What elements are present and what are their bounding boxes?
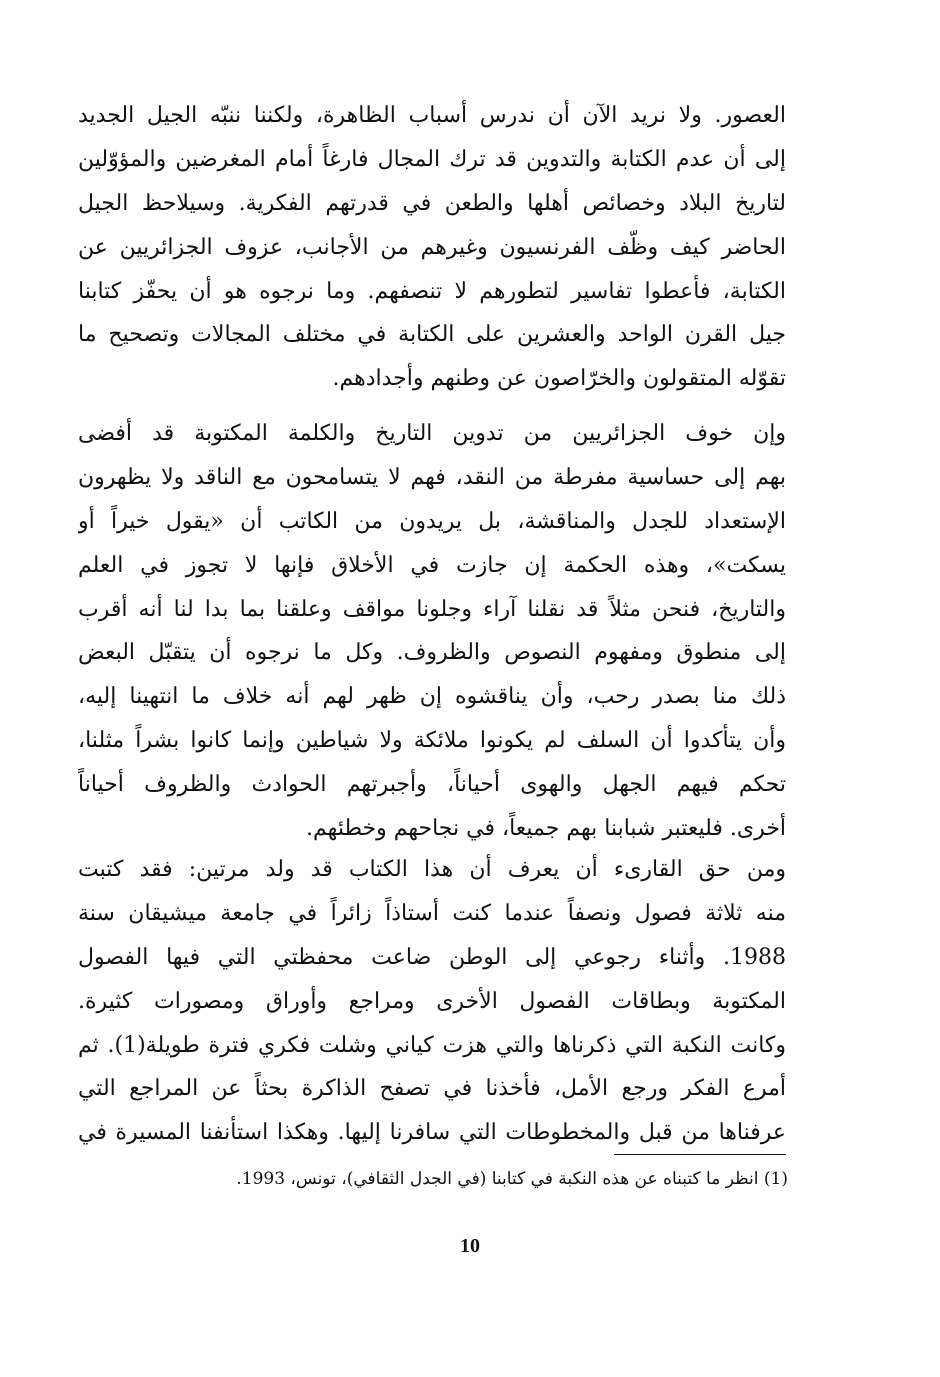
text-line: المكتوبة وبطاقات الفصول الأخرى ومراجع وأوراق ومصورات كثيرة. <box>78 988 786 1014</box>
text-line: لتاريخ البلاد وخصائص أهلها والطعن في قدرتهم الفكرية. وسيلاحظ الجيل <box>78 190 786 216</box>
text-line: الحاضر كيف وظّف الفرنسيون وغيرهم من الأجانب، عزوف الجزائريين عن <box>78 234 786 260</box>
text-line: 1988. وأثناء رجوعي إلى الوطن ضاعت محفظتي التي فيها الفصول <box>78 944 786 970</box>
text-line: منه ثلاثة فصول ونصفاً عندما كنت أستاذاً زائراً في جامعة ميشيقان سنة <box>78 900 786 926</box>
text-line: إلى منطوق ومفهوم النصوص والظروف. وكل ما نرجوه أن يتقبّل البعض <box>78 640 786 666</box>
text-line: إلى أن عدم الكتابة والتدوين قد ترك المجال فارغاً أمام المغرضين والمؤوّلين <box>78 146 786 172</box>
text-line: أمرع الفكر ورجع الأمل، فأخذنا في تصفح الذاكرة بحثاً عن المراجع التي <box>78 1076 786 1102</box>
text-line: تحكم فيهم الجهل والهوى أحياناً، وأجبرتهم الحوادث والظروف أحياناً <box>78 772 786 798</box>
text-line: الكتابة، فأعطوا تفاسير لتطورهم لا تنصفهم. وما نرجوه هو أن يحفّز كتابنا <box>78 278 786 304</box>
paragraph-3 <box>78 848 786 1155</box>
text-line: العصور. ولا نريد الآن أن ندرس أسباب الظاهرة، ولكننا ننبّه الجيل الجديد <box>78 103 786 128</box>
paragraph-1 <box>78 94 786 401</box>
text-line: عرفناها من قبل والمخطوطات التي سافرنا إليها. وهكذا استأنفنا المسيرة في <box>78 1120 786 1146</box>
text-line: ومن حق القارىء أن يعرف أن هذا الكتاب قد ولد مرتين: فقد كتبت <box>78 857 786 882</box>
text-line: الإستعداد للجدل والمناقشة، بل يريدون من الكاتب أن «يقول خيراً أو <box>78 508 786 534</box>
text-line: جيل القرن الواحد والعشرين على الكتابة في مختلف المجالات وتصحيح ما <box>78 322 786 348</box>
text-line: تقوّله المتقولون والخرّاصون عن وطنهم وأجدادهم. <box>332 366 786 392</box>
text-line: ذلك منا بصدر رحب، وأن يناقشوه إن ظهر لهم أنه خلاف ما انتهينا إليه، <box>78 684 786 710</box>
text-line: أخرى. فليعتبر شبابنا بهم جميعاً، في نجاحهم وخطئهم. <box>306 816 786 842</box>
page-number: 10 <box>460 1235 480 1257</box>
footnote: (1) انظر ما كتبناه عن هذه النكبة في كتابنا (في الجدل الثقافي)، تونس، 1993. <box>236 1169 788 1189</box>
text-line: وأن يتأكدوا أن السلف لم يكونوا ملائكة ولا شياطين وإنما كانوا بشراً مثلنا، <box>78 728 786 754</box>
text-line: والتاريخ، فنحن مثلاً قد نقلنا آراء وجلونا مواقف وعلقنا بما بدا لنا أنه أقرب <box>78 596 786 622</box>
text-line: وكانت النكبة التي ذكرناها والتي هزت كياني وشلت فكري فترة طويلة(1). ثم <box>78 1032 786 1058</box>
text-line: يسكت»، وهذه الحكمة إن جازت في الأخلاق فإنها لا تجوز في العلم <box>78 552 786 578</box>
footnote-separator <box>614 1154 786 1155</box>
paragraph-2 <box>78 412 786 851</box>
text-line: وإن خوف الجزائريين من تدوين التاريخ والكلمة المكتوبة قد أفضى <box>78 421 786 446</box>
text-line: بهم إلى حساسية مفرطة من النقد، فهم لا يتسامحون مع الناقد ولا يظهرون <box>78 464 786 490</box>
